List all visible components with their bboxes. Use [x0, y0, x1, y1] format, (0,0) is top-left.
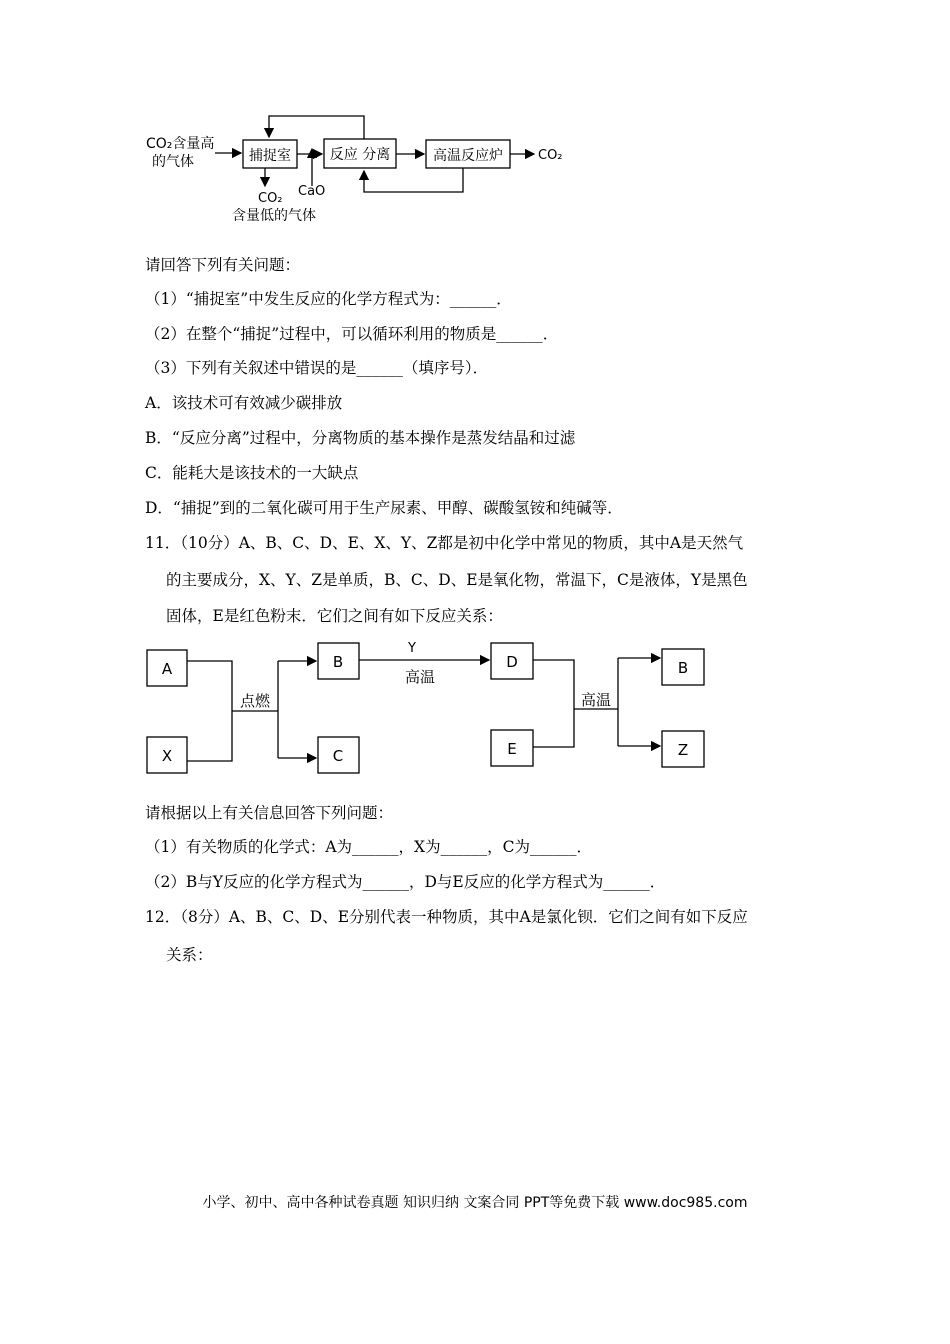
q11-sub1: （1）有关物质的化学式：A为______，X为______，C为______． [145, 838, 592, 856]
q11-line1: 11．（10分）A、B、C、D、E、X、Y、Z都是初中化学中常见的物质，其中A是天然气 [145, 534, 744, 552]
low-gas-label: 含量低的气体 [232, 208, 316, 224]
label-b1: B [332, 653, 344, 671]
ignite-label: 点燃 [239, 692, 271, 710]
capture-room-label: 捕捉室 [249, 148, 291, 164]
input-label-line1: CO₂含量高 [146, 136, 215, 152]
furnace-label: 高温反应炉 [433, 148, 503, 164]
label-a: A [161, 660, 173, 678]
q10-sub1: （1）“捕捉室”中发生反应的化学方程式为：______． [145, 290, 512, 308]
label-b2: B [677, 659, 689, 677]
q10-option-c: C．能耗大是该技术的一大缺点 [145, 464, 359, 482]
y-label: Y [408, 641, 416, 656]
q10-intro: 请回答下列有关问题： [145, 256, 301, 274]
output-co2-label: CO₂ [538, 148, 563, 163]
low-co2-label: CO₂ [258, 191, 283, 206]
de-bracket [533, 660, 574, 747]
q10-option-b: B．“反应分离”过程中，分离物质的基本操作是蒸发结晶和过滤 [145, 429, 576, 447]
q11-line2: 的主要成分，X、Y、Z是单质，B、C、D、E是氧化物，常温下，C是液体，Y是黑色 [166, 571, 748, 589]
q10-sub2: （2）在整个“捕捉”过程中，可以循环利用的物质是______． [145, 325, 559, 343]
q12-line2: 关系： [166, 946, 213, 964]
q10-option-a: A．该技术可有效减少碳排放 [145, 394, 343, 412]
label-e: E [507, 740, 517, 758]
input-label-line2: 的气体 [152, 154, 194, 170]
high-temp-label-2: 高温 [580, 691, 612, 709]
label-x: X [161, 747, 173, 765]
label-d: D [506, 653, 518, 671]
ax-bracket [187, 661, 232, 761]
q11-line3: 固体，E是红色粉末．它们之间有如下反应关系： [166, 607, 503, 625]
q11-sub2: （2）B与Y反应的化学方程式为______，D与E反应的化学方程式为______． [145, 873, 666, 891]
q11-intro: 请根据以上有关信息回答下列问题： [145, 804, 394, 822]
label-z: Z [677, 741, 689, 759]
label-c: C [332, 747, 344, 765]
q12-line1: 12．（8分）A、B、C、D、E分别代表一种物质，其中A是氯化钡．它们之间有如下反应 [145, 908, 748, 926]
page-footer: 小学、初中、高中各种试卷真题 知识归纳 文案合同 PPT等免费下载 www.doc985.com [202, 1195, 748, 1211]
react-separate-label: 反应 分离 [329, 147, 391, 163]
q10-sub3: （3）下列有关叙述中错误的是______（填序号）． [145, 359, 489, 377]
high-temp-label-1: 高温 [404, 668, 436, 686]
q10-option-d: D．“捕捉”到的二氧化碳可用于生产尿素、甲醇、碳酸氢铵和纯碱等． [145, 499, 623, 517]
cao-label: CaO [298, 184, 326, 199]
